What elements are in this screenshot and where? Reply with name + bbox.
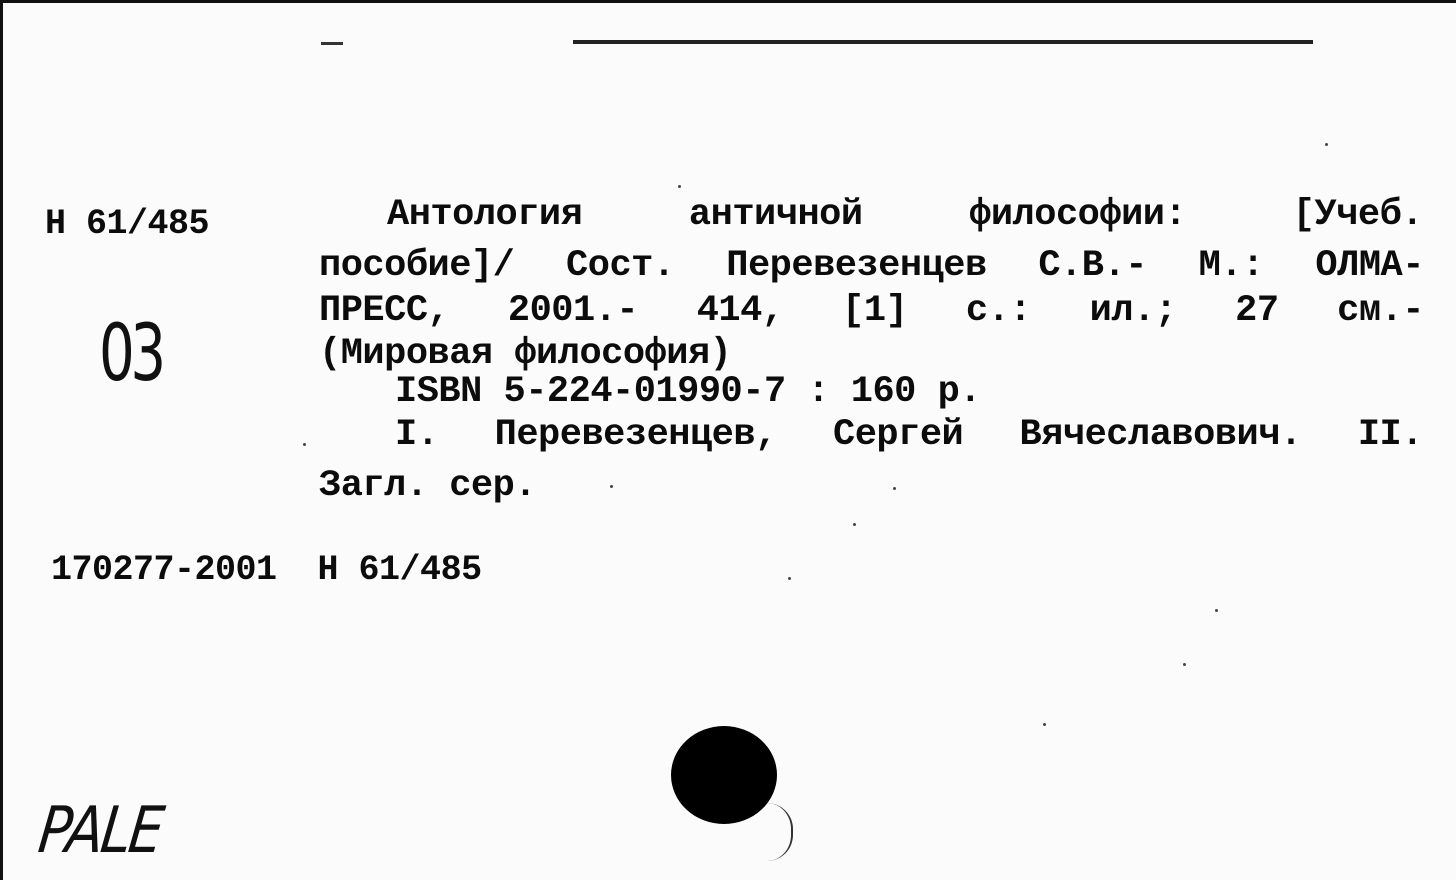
entry-word: II.: [1357, 414, 1423, 456]
entry-word: Сост.: [566, 245, 675, 287]
entry-word: [Учеб.: [1292, 194, 1423, 236]
entry-word: 2001.-: [507, 290, 639, 332]
entry-word: Сергей: [833, 414, 964, 456]
entry-word: [1]: [842, 290, 908, 332]
scan-speck: [853, 523, 856, 526]
scan-speck: [1325, 143, 1328, 146]
scan-speck: [893, 487, 896, 490]
entry-word: с.:: [965, 290, 1032, 332]
scan-speck: [678, 185, 681, 188]
scan-speck: [610, 485, 613, 488]
entry-line-1: [387, 194, 1423, 236]
handwritten-mark: 03: [99, 309, 162, 399]
scan-speck: [303, 443, 306, 446]
entry-word: см.-: [1337, 290, 1424, 332]
entry-word: пособие]/: [319, 245, 515, 287]
entry-word: античной: [688, 194, 863, 236]
punch-hole-arc: [767, 803, 793, 861]
entry-word: ПРЕСС,: [319, 290, 450, 332]
top-rule-fragment: [321, 42, 343, 45]
entry-word: ОЛМА-: [1315, 245, 1424, 287]
entry-word: 27: [1235, 290, 1279, 332]
scan-speck: [788, 577, 791, 580]
scan-speck: [1215, 609, 1218, 612]
entry-word: 414,: [696, 290, 784, 332]
top-rule: [573, 40, 1313, 44]
entry-line-3: [319, 290, 1424, 332]
series-statement: (Мировая философия): [319, 333, 732, 375]
entry-word: Вячеславович.: [1019, 414, 1302, 456]
handwritten-stamp: PALE: [34, 794, 166, 868]
entry-word: М.:: [1198, 245, 1264, 287]
isbn-line: ISBN 5-224-01990-7 : 160 р.: [395, 371, 981, 413]
call-number: Н 61/485: [45, 204, 210, 244]
scan-speck: [1043, 723, 1046, 726]
entry-word: философии:: [969, 194, 1187, 236]
entry-line-2: [319, 245, 1424, 287]
tracings-line: [395, 414, 1423, 456]
punch-hole: [671, 726, 777, 824]
entry-word: Перевезенцев,: [494, 414, 777, 456]
accession-footer: 170277-2001 Н 61/485: [51, 550, 482, 590]
entry-word: Перевезенцев: [726, 245, 987, 287]
entry-word: ил.;: [1089, 290, 1177, 332]
tracings-line-continued: Загл. сер.: [319, 465, 537, 507]
entry-word: Антология: [387, 194, 583, 236]
scan-speck: [1183, 663, 1186, 666]
entry-word: С.В.-: [1038, 245, 1147, 287]
entry-word: I.: [395, 414, 439, 456]
